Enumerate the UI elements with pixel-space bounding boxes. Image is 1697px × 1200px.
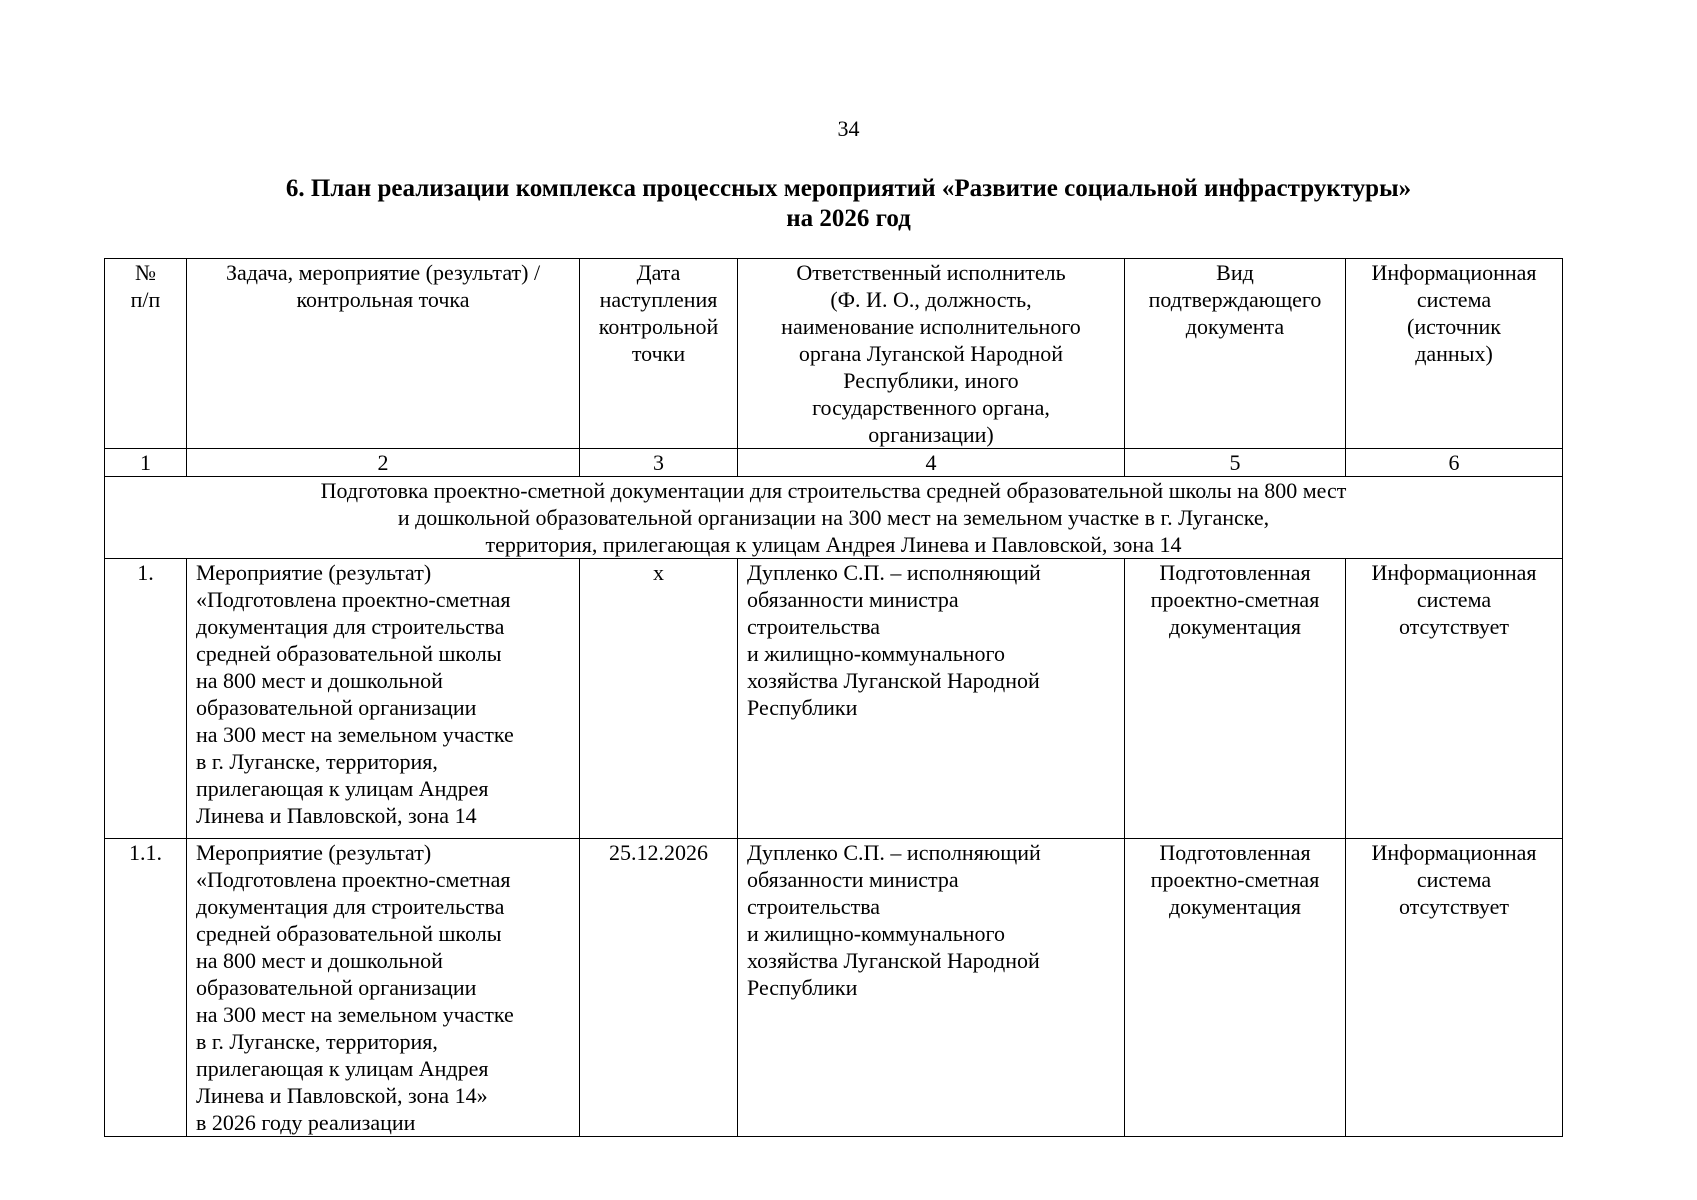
row-number: 1. [105,559,187,839]
column-number: 5 [1125,449,1346,477]
column-number: 3 [580,449,738,477]
row-number: 1.1. [105,839,187,1137]
row-document: Подготовленная проектно-сметная документация [1125,559,1346,839]
row-date: 25.12.2026 [580,839,738,1137]
header-cell-responsible: Ответственный исполнитель (Ф. И. О., должность, наименование исполнительного органа Луганской Народной Республики, иного государственного органа, организации) [738,259,1125,449]
column-number: 4 [738,449,1125,477]
header-cell-date: Дата наступления контрольной точки [580,259,738,449]
column-number: 1 [105,449,187,477]
table-row [105,559,1563,839]
table-header-row [105,259,1563,449]
title-line-1: 6. План реализации комплекса процессных мероприятий «Развитие социальной инфраструктуры» [285,175,1412,202]
table-row [105,839,1563,1137]
row-system: Информационная система отсутствует [1346,839,1563,1137]
row-task: Мероприятие (результат) «Подготовлена проектно-сметная документация для строительства средней образовательной школы на 800 мест и дошкольной образовательной организации на 300 мест на земельном участке в г. Луганске, территория, прилегающая к улицам Андрея Линева и Павловской, зона 14 [187,559,580,839]
row-task: Мероприятие (результат) «Подготовлена проектно-сметная документация для строительства средней образовательной школы на 800 мест и дошкольной образовательной организации на 300 мест на земельном участке в г. Луганске, территория, прилегающая к улицам Андрея Линева и Павловской, зона 14» в 2026 году реализации [187,839,580,1137]
title-line-2: на 2026 год [786,205,911,232]
row-date: x [580,559,738,839]
document-title [0,174,1697,234]
section-heading: Подготовка проектно-сметной документации для строительства средней образовательной школы на 800 мест и дошкольной образовательной организации на 300 мест на земельном участке в г. Луганске, территория, прилегающая к улицам Андрея Линева и Павловской, зона 14 [105,477,1563,559]
row-system: Информационная система отсутствует [1346,559,1563,839]
header-cell-task: Задача, мероприятие (результат) / контрольная точка [187,259,580,449]
plan-table [104,258,1563,1137]
section-row [105,477,1563,559]
header-cell-system: Информационная система (источник данных) [1346,259,1563,449]
column-number: 6 [1346,449,1563,477]
row-responsible: Дупленко С.П. – исполняющий обязанности министра строительства и жилищно-коммунального хозяйства Луганской Народной Республики [738,839,1125,1137]
row-responsible: Дупленко С.П. – исполняющий обязанности министра строительства и жилищно-коммунального хозяйства Луганской Народной Республики [738,559,1125,839]
page-number: 34 [837,116,860,141]
row-document: Подготовленная проектно-сметная документация [1125,839,1346,1137]
column-number: 2 [187,449,580,477]
column-number-row [105,449,1563,477]
header-cell-number: № п/п [105,259,187,449]
header-cell-document: Вид подтверждающего документа [1125,259,1346,449]
